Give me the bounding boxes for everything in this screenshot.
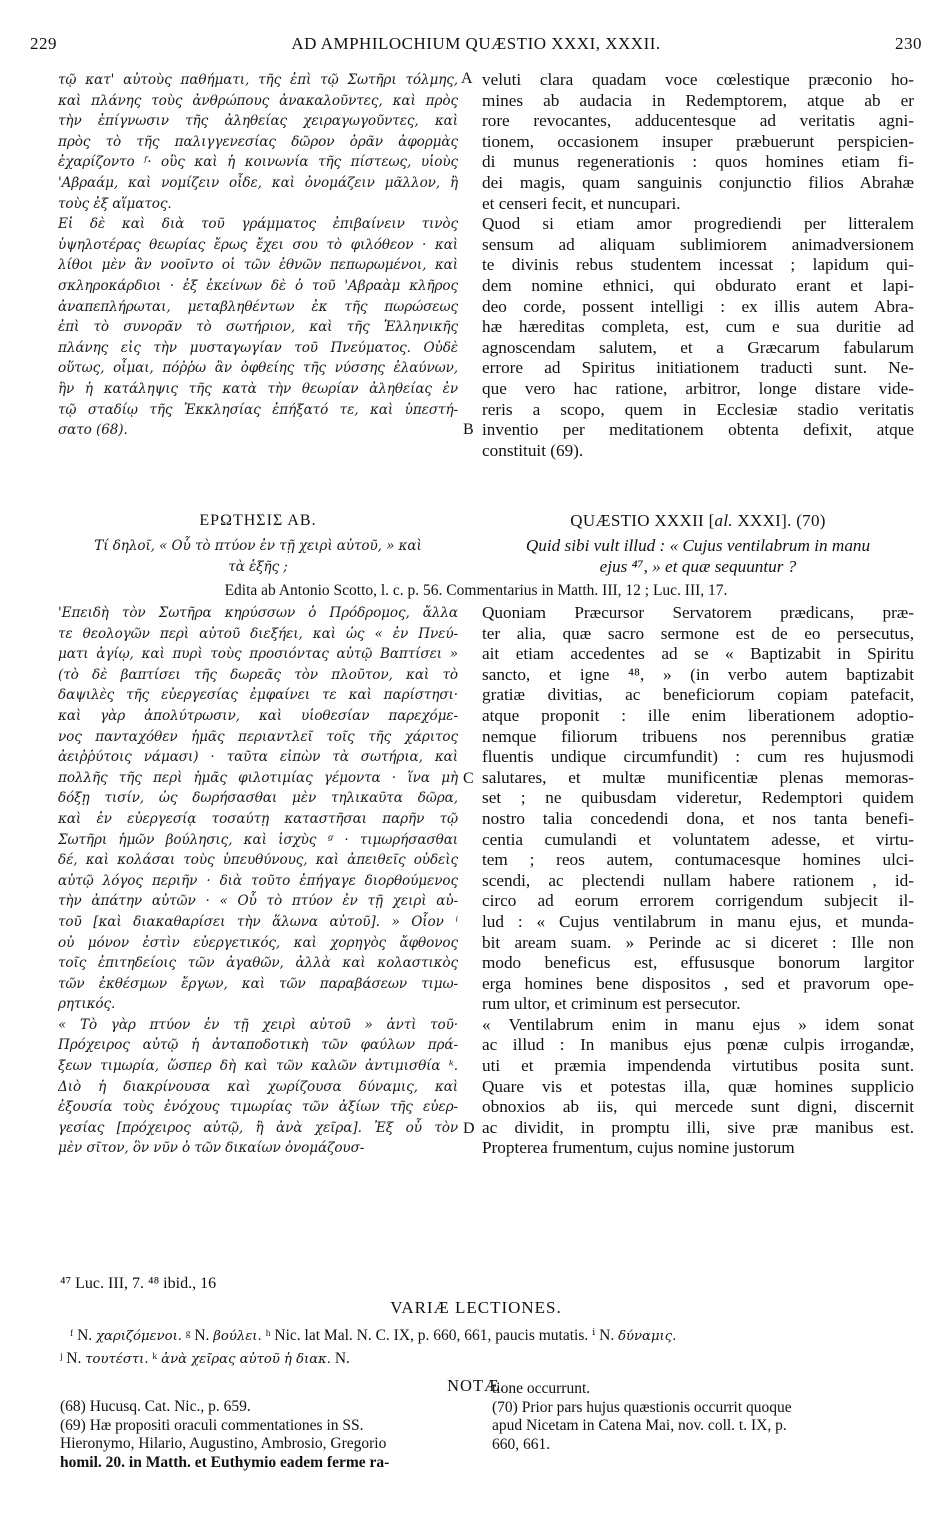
greek-text-line: δόξῃ τισίν, ὡς δωρήσασθαι μὲν τηλικαῦτα δῶρα, — [58, 790, 458, 807]
greek-text-line: αὐτῷ λόγος περιῆν · διὰ τοῦτο ἐπήγαγε διορθούμενος — [58, 872, 458, 889]
note-line: (68) Hucusq. Cat. Nic., p. 659. — [60, 1398, 251, 1415]
greek-text-line: νος πανταχόθεν ἡμᾶς περιαντλεῖ τοῖς τῆς χάριτος — [58, 728, 458, 745]
latin-text-line: bit aream suam. » Perinde ac si diceret : Ille non — [482, 932, 914, 952]
greek-text-line: ξεων τιμωρία, ὥσπερ δὴ καὶ τῶν καλῶν ἀντιμισθία ᵏ. — [58, 1058, 458, 1075]
latin-text-line: ter alia, quæ sacro sermone est de eo persecutus, — [482, 623, 914, 643]
latin-text-line: dem nomine ethnici, qui obdurato erant et lapi- — [482, 275, 914, 295]
note-line: 660, 661. — [492, 1435, 551, 1453]
greek-text-line: 'Επειδὴ τὸν Σωτῆρα κηρύσσων ὁ Πρόδρομος, ἄλλα — [58, 605, 458, 621]
latin-question-heading-al: al. — [714, 511, 733, 530]
latin-text-line: di munus regenerationis : quos homines etiam fi- — [482, 152, 914, 172]
greek-text-line: ἣν ἡ κατάληψις τῆς κατὰ τὴν θεωρίαν ἀληθείας ἐν — [58, 380, 458, 397]
latin-text-line: modo beneficus est, effususque bonorum largitor — [482, 953, 914, 973]
latin-text-line: fluentis undique circumfundit) : cum res hujusmodi — [482, 747, 914, 767]
variae-lectiones-line — [70, 1326, 940, 1345]
latin-text-line: « Ventilabrum enim in manu ejus » idem sonat — [482, 1014, 914, 1034]
latin-text-line: uti et præmia impendenda virtutibus posita sunt. — [482, 1056, 914, 1076]
greek-text-line: μὲν σῖτον, ὃν νῦν ὁ τῶν δικαίων ὀνομάζουσ- — [58, 1140, 365, 1157]
greek-text-line: τὴν ἐπίγνωσιν τῆς ἀληθείας χειραγωγοῦντες, καὶ — [58, 113, 458, 130]
greek-text-line: Εἰ δὲ καὶ διὰ τοῦ γράμματος ἐπιβαίνειν τινὸς — [58, 216, 458, 233]
variae-lectiones-line — [60, 1350, 350, 1368]
latin-question-heading — [482, 511, 914, 531]
margin-marker-b: B — [463, 421, 474, 438]
variant-siglum: N. — [330, 1350, 350, 1367]
latin-text-line: ac dividit, in promptu illi, sive præ manibus est. — [482, 1117, 914, 1137]
latin-text-line: sancto, et igne ⁴⁸, » (in verbo autem baptizabit — [482, 664, 914, 684]
latin-text-line: nemque filiorum tribuens nos perennibus gratiæ — [482, 726, 914, 746]
note-line: apud Nicetam in Catena Mai, nov. coll. t. IX, p. — [492, 1417, 787, 1435]
latin-question-heading-pre: QUÆSTIO XXXII [ — [570, 511, 715, 530]
greek-text-line: τοὺς ἐξ αἵματος. — [58, 195, 172, 212]
greek-text-line: οὐ μόνον ἐστὶν εὐεργετικός, καὶ χορηγὸς ἄφθονος — [58, 934, 458, 951]
greek-text-line: Διὸ ἡ διακρίνουσα καὶ χωρίζουσα δύναμις, καὶ — [58, 1078, 458, 1095]
latin-question-line: Quid sibi vult illud : « Cujus ventilabrum in manu — [525, 536, 871, 555]
latin-text-line: ait etiam accedentes ad se « Baptizabit in Spiritu — [482, 644, 914, 664]
variant-reading: βούλει. — [213, 1329, 262, 1344]
scripture-footnotes: ⁴⁷ Luc. III, 7. ⁴⁸ ibid., 16 — [60, 1275, 217, 1292]
greek-text-line: δέ, καὶ κολάσαι τοὺς ὑπευθύνους, καὶ ἀπειθεῖς οὐδεὶς — [58, 852, 458, 869]
latin-text-line: nostro talia concedendi dona, et nos tanta benefi- — [482, 808, 914, 828]
note-line: tione occurrunt. — [492, 1380, 591, 1397]
latin-question-heading-post: XXXI]. (70) — [732, 511, 826, 530]
greek-text-line: ἀειῤῥύτοις νάμασι) · ταῦτα εἰπὼν τὰ σωτήρια, καὶ — [58, 749, 458, 766]
greek-text-line: τῷ κατ' αὐτοὺς παθήματι, τῆς ἐπὶ τῷ Σωτῆρι τόλμης, — [58, 72, 458, 88]
greek-text-line: Πρόχειρος αὐτῷ ἡ ἀνταποδοτικὴ τῶν φαύλων πρά- — [58, 1037, 458, 1054]
greek-text-line: καὶ γὰρ ἀπολύτρωσιν, καὶ υἱοθεσίαν παρεχόμε- — [58, 707, 458, 724]
latin-text-line: et censeri fecit, et nuncupari. — [482, 193, 681, 213]
latin-text-line: obnoxios ab iis, qui mercede sunt digni, discernit — [482, 1097, 914, 1117]
greek-text-line: γεσίας [πρόχειρος αὐτῷ, ἢ ἀνὰ χεῖρα]. Ἐξ οὗ τὸν — [58, 1119, 458, 1136]
latin-text-line: Quoniam Præcursor Servatorem prædicans, præ- — [482, 603, 914, 622]
greek-question-line: Τί δηλοῖ, « Οὗ τὸ πτύον ἐν τῇ χειρὶ αὐτοῦ, » καὶ — [94, 538, 422, 554]
greek-column-body — [58, 603, 458, 1159]
notae-column-left — [60, 1398, 480, 1472]
variant-siglum: ᵏ — [148, 1350, 162, 1367]
greek-text-line: ἀναπεπλήρωται, μεταβληθέντων ἐκ τῆς πωρώσεως — [58, 298, 458, 315]
latin-text-line: gratiæ divitias, ac beneficiorum copiam patefacit, — [482, 685, 914, 705]
page-number-left: 229 — [30, 34, 57, 53]
greek-text-line: ἐπὶ τὸ συνορᾶν τὸ σωτήριον, καὶ τῆς Ἑλληνικῆς — [58, 319, 458, 336]
greek-text-line: λίθοι μὲν ἂν νοοῖντο οἱ τῶν ἐθνῶν πεπωρωμένοι, καὶ — [58, 257, 458, 274]
latin-text-line: dei magis, quam sanguinis conjunctio filios Abrahæ — [482, 172, 914, 192]
latin-text-line: que vero hac ratione, arbitror, longe distare vide- — [482, 378, 914, 398]
latin-text-line: Quod si etiam amor progrediendi per litteralem — [482, 214, 914, 234]
variant-reading: δύναμις. — [618, 1329, 677, 1344]
greek-text-line: (τὸ δὲ βαπτίσει τῆς δωρεᾶς τὸν πλοῦτον, καὶ τὸ — [58, 666, 458, 683]
note-line: (70) Prior pars hujus quæstionis occurrit quoque — [492, 1398, 792, 1416]
greek-text-line: καὶ πλάνης τοὺς ἀνθρώπους ἀνακαλοῦντες, καὶ πρὸς — [58, 92, 458, 109]
greek-text-line: τοῦ [καὶ διακαθαρίσει τὴν ἅλωνα αὐτοῦ]. » Οἷον ⁱ — [58, 913, 458, 930]
variant-reading: ἀνὰ χεῖρας αὐτοῦ ἡ διακ. — [161, 1352, 331, 1367]
greek-text-line: ἐχαρίζοντο ᶠ· οὓς καὶ ἡ κοινωνία τῆς πίστεως, υἱοὺς — [58, 154, 458, 171]
latin-text-line: atque proponit : ille enim liberationem adoptio- — [482, 705, 914, 725]
greek-text-line: τὴν ἀπάτην αὐτῶν · « Οὗ τὸ πτύον ἐν τῇ χειρὶ αὐ- — [58, 893, 458, 910]
greek-text-line: ὑψηλοτέρας θεωρίας ἔρως ἔχει σου τὸ φιλόθεον · καὶ — [58, 236, 458, 253]
latin-text-line: hæ hæreditas completa, est, cum e sua duritie ad — [482, 317, 914, 337]
variae-lectiones-title: VARIÆ LECTIONES. — [390, 1298, 562, 1317]
greek-text-line: σκληροκάρδιοι · ἐξ ἐκείνων δὲ ὁ τοῦ 'Αβραὰμ κλῆρος — [58, 277, 458, 294]
latin-text-line: salutares, et multæ munificentiæ plenas memoras- — [482, 767, 914, 787]
greek-text-line: ρητικός. — [58, 996, 116, 1013]
note-line: homil. 20. in Matth. et Euthymio eadem ferme ra- — [60, 1453, 390, 1471]
latin-column-body — [482, 603, 914, 1159]
greek-text-line: πολλῆς τῆς περὶ ἡμᾶς φιλοτιμίας γέμοντα · ἵνα μὴ — [58, 769, 458, 786]
greek-text-line: τε θεολογῶν περὶ αὐτοῦ διεξήει, καὶ ὡς « ἐν Πνεύ- — [58, 625, 458, 642]
latin-text-line: rore revocantes, adducentesque ad veritatis agni- — [482, 111, 914, 131]
latin-text-line: sensum ad aliquam sublimiorem animadversionem — [482, 234, 914, 254]
greek-column-top — [58, 70, 458, 441]
latin-text-line: tionem, occasionem insuper præbuerunt perspicien- — [482, 131, 914, 151]
greek-text-line: Σωτῆρι ἡμῶν βούλησις, καὶ ἰσχὺς ᵍ · τιμωρήσασθαι — [58, 831, 458, 848]
latin-text-line: te divinis rebus studentem incessat ; lapidum qui- — [482, 255, 914, 275]
latin-column-top — [482, 70, 914, 461]
page-header — [30, 34, 922, 60]
latin-text-line: scendi, ac plectendi nullam habere rationem , id- — [482, 870, 914, 890]
latin-text-line: rum ultor, et criminum est persecutor. — [482, 994, 741, 1014]
variant-siglum: ʰ Nic. lat Mal. N. C. IX, p. 660, 661, paucis mutatis. ⁱ N. — [261, 1327, 619, 1344]
greek-text-line: καὶ ἐν εὐεργεσίᾳ τοσαύτῃ καταστῆσαι παρῆν τῷ — [58, 810, 458, 827]
greek-text-line: ματι ἁγίῳ, καὶ πυρὶ τοὺς προσιόντας αὐτῷ Βαπτίσει » — [58, 646, 458, 663]
margin-marker-a: A — [461, 70, 473, 87]
latin-text-line: Propterea frumentum, cujus nomine justorum — [482, 1138, 795, 1158]
greek-text-line: « Τὸ γὰρ πτύον ἐν τῇ χειρὶ αὐτοῦ » ἀντὶ τοῦ· — [58, 1016, 458, 1033]
variant-reading: τουτέστι. — [85, 1352, 149, 1367]
latin-text-line: errore ad Spiritus initiationem traducti sunt. Ne- — [482, 358, 914, 378]
notae-title: NOTÆ. — [447, 1376, 505, 1395]
latin-text-line: set ; ne quibusdam videretur, Redemptori quidem — [482, 788, 914, 808]
greek-question-text — [58, 536, 458, 577]
latin-text-line: lud : « Cujus ventilabrum in manu ejus, et munda- — [482, 911, 914, 931]
latin-text-line: agnoscendam salutem, et a Græcarum fabularum — [482, 337, 914, 357]
greek-text-line: τῷ σταδίῳ τῆς Ἐκκλησίας ἐπήξατό τε, καὶ ὑπεστή- — [58, 401, 458, 418]
latin-text-line: centia cumulandi et voluntatem adesse, et virtu- — [482, 829, 914, 849]
latin-text-line: tem ; reos autem, contumacesque homines ulci- — [482, 850, 914, 870]
variant-siglum: ᵍ N. — [181, 1327, 214, 1344]
page-number-right: 230 — [895, 34, 922, 53]
latin-text-line: constituit (69). — [482, 440, 584, 460]
edition-note: Edita ab Antonio Scotto, l. c. p. 56. Commentarius in Matth. III, 12 ; Luc. III, 17. — [224, 582, 728, 599]
latin-text-line: reris a scopo, quem in Ecclesiæ stadio veritatis — [482, 399, 914, 419]
greek-text-line: πρὸς τὸ τῆς παλιγγενεσίας δῶρον ὁρᾶν ἀφορμὰς — [58, 133, 458, 150]
latin-text-line: inventio per meditationem obtenta defixit, atque — [482, 420, 914, 440]
greek-text-line: ἐξουσία τοὺς ἐνόχους τιμωρίας τῶν ἀξίων τῆς εὐερ- — [58, 1099, 458, 1116]
greek-text-line: πλάνης εἰς τὴν μυσταγωγίαν τοῦ Πνεύματος. Οὐδὲ — [58, 339, 458, 356]
note-line: (69) Hæ propositi oraculi commentationes in SS. — [60, 1416, 364, 1434]
latin-text-line: deo corde, possent intelligi : ex illis autem Abra- — [482, 296, 914, 316]
greek-text-line: σατο (68). — [58, 422, 128, 439]
latin-text-line: circo ad eorum errorem corrigendum subjecit il- — [482, 891, 914, 911]
latin-text-line: ac illud : In manibus ejus pœnæ culpis irrogandæ, — [482, 1035, 914, 1055]
latin-question-line: ejus ⁴⁷, » et quæ sequuntur ? — [599, 556, 797, 576]
variant-siglum: ᶠ N. — [70, 1327, 97, 1344]
greek-text-line: 'Αβραάμ, καὶ νομίζειν οἶδε, καὶ ὀνομάζειν μᾶλλον, ἢ — [58, 174, 458, 191]
greek-question-line: τὰ ἑξῆς ; — [228, 558, 288, 575]
margin-marker-d: D — [463, 1120, 475, 1137]
greek-question-heading: ΕΡΩΤΗΣΙΣ ΑΒ. — [199, 512, 317, 529]
latin-text-line: erga homines bene dispositos , sed et pravorum ope- — [482, 973, 914, 993]
margin-marker-c: C — [463, 770, 474, 787]
latin-text-line: Quare vis et potestas illa, quæ homines supplicio — [482, 1076, 914, 1096]
variant-reading: χαριζόμενοι. — [96, 1329, 182, 1344]
note-line: Hieronymo, Hilario, Augustino, Ambrosio, Gregorio — [60, 1435, 387, 1453]
greek-text-line: τοῖς ἐπιτηδείοις τῶν ἀγαθῶν, ἀλλὰ καὶ κολαστικὸς — [58, 955, 458, 972]
latin-text-line: mines ab audacia in Redemptorem, atque ab er — [482, 90, 914, 110]
latin-text-line: veluti clara quadam voce cœlestique præconio ho- — [482, 70, 914, 89]
greek-text-line: οὕτως, οἶμαι, πόῤῥω ἂν ὀφθείης τῆς νύσσης ἐλαύνων, — [58, 360, 458, 377]
latin-question-text — [482, 536, 914, 577]
greek-text-line: δαψιλὲς τῆς εὐεργεσίας ἐμφαίνει τε καὶ παρίστησι· — [58, 687, 458, 704]
variant-siglum: ʲ N. — [60, 1350, 86, 1367]
greek-text-line: τῶν ἐκθέσμων ἔργων, καὶ τῶν παραβάσεων τιμω- — [58, 975, 458, 992]
notae-column-right — [492, 1380, 922, 1454]
running-title: AD AMPHILOCHIUM QUÆSTIO XXXI, XXXII. — [291, 34, 661, 53]
